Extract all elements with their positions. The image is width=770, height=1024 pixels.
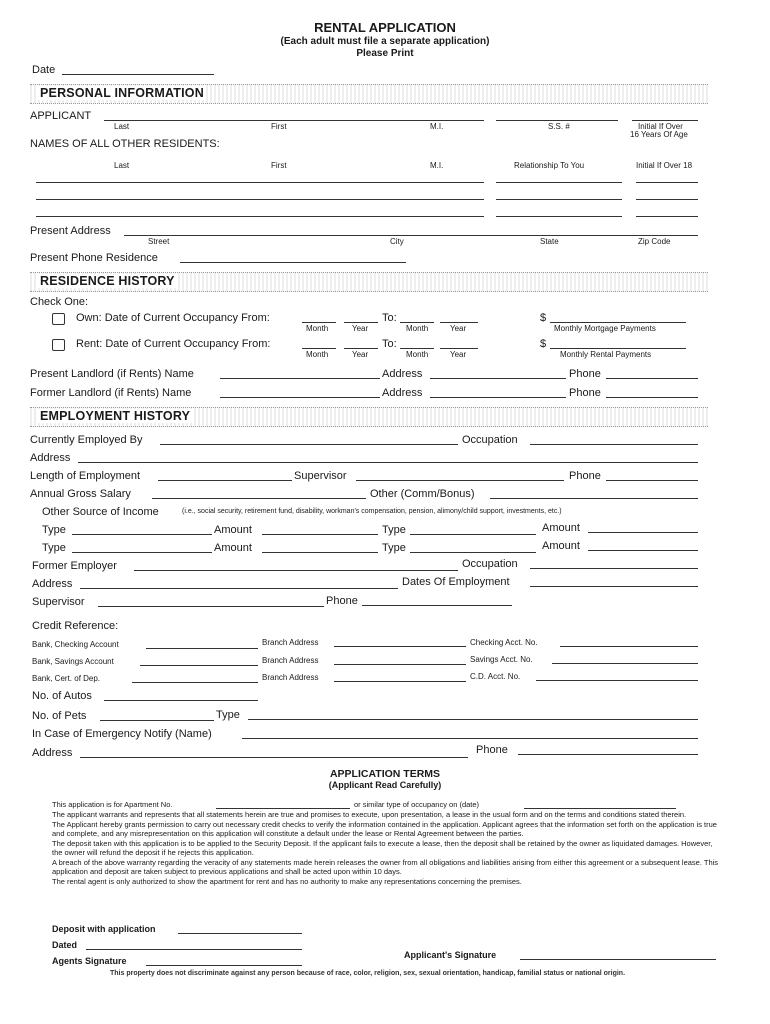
- amount-label-1: Amount: [214, 524, 252, 536]
- type-label-3: Type: [42, 542, 66, 554]
- cd-no-label: C.D. Acct. No.: [470, 672, 521, 681]
- former-landlord-label: Former Landlord (if Rents) Name: [30, 387, 192, 399]
- present-phone-field[interactable]: [180, 262, 406, 263]
- other-comm-field[interactable]: [490, 498, 698, 499]
- occupation-label: Occupation: [462, 434, 518, 446]
- autos-field[interactable]: [104, 700, 258, 701]
- length-label: Length of Employment: [30, 470, 141, 482]
- type-field-4[interactable]: [410, 552, 536, 553]
- terms-deposit: The deposit taken with this application is to be applied to the Security Deposit. If the applicant fails to execute a lease, then the deposit shall be retained by the owner as liquidated damages. However, the owner will refund the deposit if he rejects this application.: [52, 838, 713, 857]
- year-caption: Year: [352, 324, 369, 333]
- own-from-month[interactable]: [302, 322, 336, 323]
- branch-field-2[interactable]: [334, 664, 466, 665]
- non-discrimination-footer: This property does not discriminate against any person because of race, color, religion, sex, sexual orientation, handicap, familial status or national origin.: [110, 970, 626, 977]
- month-caption-2: Month: [406, 324, 429, 333]
- month-caption: Month: [306, 324, 329, 333]
- own-to-year[interactable]: [440, 322, 478, 323]
- own-to-month[interactable]: [400, 322, 434, 323]
- employer-phone-field[interactable]: [606, 480, 698, 481]
- initial-field[interactable]: [632, 120, 698, 121]
- dates-employment-label: Dates Of Employment: [402, 576, 510, 588]
- present-phone-label: Present Phone Residence: [30, 252, 158, 264]
- employed-by-field[interactable]: [160, 444, 458, 445]
- former-landlord-address-field[interactable]: [430, 397, 566, 398]
- branch-label-3: Branch Address: [262, 673, 319, 682]
- employed-by-label: Currently Employed By: [30, 434, 143, 446]
- emergency-phone-field[interactable]: [518, 754, 698, 755]
- supervisor-label: Supervisor: [294, 470, 347, 482]
- year-caption-3: Year: [352, 350, 369, 359]
- amount-label-3: Amount: [214, 542, 252, 554]
- resident-row-3[interactable]: [36, 216, 484, 217]
- own-to-label: To:: [382, 312, 397, 324]
- terms-heading: APPLICATION TERMS: [329, 768, 441, 780]
- terms-body: [52, 810, 722, 886]
- residence-band: [30, 272, 708, 292]
- date-label: Date: [32, 64, 56, 76]
- city-caption: City: [390, 237, 404, 246]
- present-address-field[interactable]: [124, 235, 698, 236]
- rent-label: Rent: Date of Current Occupancy From:: [76, 338, 271, 350]
- emergency-phone-label: Phone: [476, 744, 508, 756]
- terms-breach: A breach of the above warranty regarding the veracity of any statements made herein releases the owner from all obligations and liabilities arising from either this agreement or a subsequent lease. This application and deposit are taken subject to previous applications and shall be acted upon within 10 days.: [52, 857, 719, 876]
- amount-field-1[interactable]: [262, 534, 378, 535]
- resident-rel-3[interactable]: [496, 216, 622, 217]
- present-landlord-address-label: Address: [382, 368, 423, 380]
- former-supervisor-label: Supervisor: [32, 596, 85, 608]
- amount-label-2: Amount: [542, 522, 580, 534]
- applicant-signature-label: Applicant's Signature: [404, 950, 497, 960]
- last-caption-2: Last: [114, 161, 130, 170]
- resident-init-2[interactable]: [636, 199, 698, 200]
- rent-to-year[interactable]: [440, 348, 478, 349]
- savings-no-label: Savings Acct. No.: [470, 655, 533, 664]
- terms-agent: The rental agent is only authorized to show the apartment for rent and has no authority to make any representations concerning the premises.: [52, 876, 522, 886]
- branch-label-2: Branch Address: [262, 656, 319, 665]
- former-occupation-field[interactable]: [530, 568, 698, 569]
- present-landlord-label: Present Landlord (if Rents) Name: [30, 368, 194, 380]
- rent-checkbox[interactable]: [52, 339, 65, 351]
- present-landlord-address-field[interactable]: [430, 378, 566, 379]
- pets-field[interactable]: [100, 720, 214, 721]
- branch-field-3[interactable]: [334, 681, 466, 682]
- mortgage-caption: Monthly Mortgage Payments: [554, 324, 656, 333]
- apartment-no-field[interactable]: [216, 808, 350, 809]
- last-caption: Last: [114, 122, 130, 131]
- rental-caption: Monthly Rental Payments: [560, 350, 652, 359]
- own-from-year[interactable]: [344, 322, 378, 323]
- former-supervisor-field[interactable]: [98, 606, 324, 607]
- former-occupation-label: Occupation: [462, 558, 518, 570]
- check-one-label: Check One:: [30, 296, 89, 308]
- agent-signature-label: Agents Signature: [52, 956, 127, 966]
- former-landlord-address-label: Address: [382, 387, 423, 399]
- occupation-field[interactable]: [530, 444, 698, 445]
- salary-field[interactable]: [152, 498, 366, 499]
- resident-row-1[interactable]: [36, 182, 484, 183]
- checking-no-field[interactable]: [560, 646, 698, 647]
- personal-info-band: [30, 84, 708, 104]
- date-field[interactable]: [62, 74, 214, 75]
- dated-field[interactable]: [86, 949, 302, 950]
- other-residents-label: NAMES OF ALL OTHER RESIDENTS:: [30, 138, 220, 150]
- ss-field[interactable]: [496, 120, 618, 121]
- resident-rel-2[interactable]: [496, 199, 622, 200]
- mi-caption-2: M.I.: [430, 161, 444, 170]
- employment-band: [30, 407, 708, 427]
- present-address-label: Present Address: [30, 225, 111, 237]
- amount-field-2[interactable]: [588, 532, 698, 533]
- type-label-2: Type: [382, 524, 406, 536]
- branch-label-1: Branch Address: [262, 638, 319, 647]
- mi-caption: M.I.: [430, 122, 444, 131]
- salary-label: Annual Gross Salary: [30, 488, 131, 500]
- length-field[interactable]: [158, 480, 292, 481]
- type-label-4: Type: [382, 542, 406, 554]
- state-caption: State: [540, 237, 559, 246]
- own-checkbox[interactable]: [52, 313, 65, 325]
- branch-field-1[interactable]: [334, 646, 466, 647]
- supervisor-field[interactable]: [356, 480, 564, 481]
- checking-field[interactable]: [146, 648, 258, 649]
- present-landlord-field[interactable]: [220, 378, 380, 379]
- checking-no-label: Checking Acct. No.: [470, 638, 538, 647]
- former-landlord-field[interactable]: [220, 397, 380, 398]
- dollar-sign-2: $: [540, 338, 547, 350]
- applicant-label: APPLICANT: [30, 110, 92, 122]
- former-address-label: Address: [32, 578, 73, 590]
- terms-apartment-text: [52, 800, 172, 809]
- dollar-sign: $: [540, 312, 547, 324]
- pet-type-label: Type: [216, 709, 240, 721]
- resident-rel-1[interactable]: [496, 182, 622, 183]
- dates-employment-field[interactable]: [530, 586, 698, 587]
- other-income-label: Other Source of Income: [42, 506, 159, 518]
- savings-field[interactable]: [140, 665, 258, 666]
- cert-field[interactable]: [132, 682, 258, 683]
- savings-no-field[interactable]: [552, 663, 698, 664]
- present-landlord-phone-field[interactable]: [606, 378, 698, 379]
- deposit-label: Deposit with application: [52, 924, 156, 934]
- deposit-field[interactable]: [178, 933, 302, 934]
- rent-from-year[interactable]: [344, 348, 378, 349]
- terms-credit-check: The Applicant hereby grants permission to carry out necessary credit checks to verify the information contained in the application. Applicant agrees that the information set forth on the application is true and complete, and any misrepresentation on this application will constitute a default under the lease or Rental Agreement between the parties.: [52, 819, 717, 838]
- agent-signature-field[interactable]: [146, 965, 302, 966]
- employer-address-field[interactable]: [78, 462, 698, 463]
- apartment-label: This application is for Apartment No.: [52, 800, 173, 809]
- former-phone-label: Phone: [326, 595, 358, 607]
- employer-address-label: Address: [30, 452, 71, 464]
- occupancy-date-label: or similar type of occupancy on (date): [354, 800, 480, 809]
- type-field-2[interactable]: [410, 534, 536, 535]
- initial-over-caption: Initial If Over: [638, 122, 683, 131]
- cert-label: Bank, Cert. of Dep.: [32, 674, 101, 683]
- dated-label: Dated: [52, 940, 78, 950]
- rent-to-month[interactable]: [400, 348, 434, 349]
- former-address-field[interactable]: [80, 588, 398, 589]
- please-print: Please Print: [356, 48, 414, 59]
- personal-info-heading: PERSONAL INFORMATION: [40, 86, 204, 100]
- credit-reference-label: Credit Reference:: [32, 620, 119, 632]
- savings-label: Bank, Savings Account: [32, 657, 114, 666]
- own-label: Own: Date of Current Occupancy From:: [76, 312, 270, 324]
- former-landlord-phone-label: Phone: [569, 387, 601, 399]
- mortgage-field[interactable]: [550, 322, 686, 323]
- emergency-address-field[interactable]: [80, 757, 468, 758]
- relationship-caption: Relationship To You: [514, 161, 585, 170]
- amount-field-4[interactable]: [588, 550, 698, 551]
- amount-field-3[interactable]: [262, 552, 378, 553]
- form-title: RENTAL APPLICATION: [314, 20, 456, 35]
- resident-init-3[interactable]: [636, 216, 698, 217]
- applicant-signature-field[interactable]: [520, 959, 716, 960]
- resident-init-1[interactable]: [636, 182, 698, 183]
- month-caption-4: Month: [406, 350, 429, 359]
- present-landlord-phone-label: Phone: [569, 368, 601, 380]
- checking-label: Bank, Checking Account: [32, 640, 119, 649]
- amount-label-4: Amount: [542, 540, 580, 552]
- pets-label: No. of Pets: [32, 710, 87, 722]
- type-field-1[interactable]: [72, 534, 212, 535]
- type-field-3[interactable]: [72, 552, 212, 553]
- employment-heading: EMPLOYMENT HISTORY: [40, 409, 191, 423]
- residence-heading: RESIDENCE HISTORY: [40, 274, 175, 288]
- other-comm-label: Other (Comm/Bonus): [370, 488, 475, 500]
- other-income-note: (i.e., social security, retirement fund, disability, workman's compensation, pension, alimony/child support, investments, etc.): [182, 508, 562, 515]
- former-landlord-phone-field[interactable]: [606, 397, 698, 398]
- rental-field[interactable]: [550, 348, 686, 349]
- month-caption-3: Month: [306, 350, 329, 359]
- autos-label: No. of Autos: [32, 690, 92, 702]
- cd-no-field[interactable]: [536, 680, 698, 681]
- street-caption: Street: [148, 237, 170, 246]
- type-label-1: Type: [42, 524, 66, 536]
- year-caption-2: Year: [450, 324, 467, 333]
- rent-from-month[interactable]: [302, 348, 336, 349]
- employer-phone-label: Phone: [569, 470, 601, 482]
- initial-18-caption: Initial If Over 18: [636, 161, 693, 170]
- emergency-field[interactable]: [242, 738, 698, 739]
- former-employer-field[interactable]: [134, 570, 458, 571]
- rent-to-label: To:: [382, 338, 397, 350]
- year-caption-4: Year: [450, 350, 467, 359]
- terms-warrant: The applicant warrants and represents that all statements herein are true and promises to execute, upon presentation, a lease in the usual form and on the terms and conditions stated therein.: [52, 810, 687, 819]
- resident-row-2[interactable]: [36, 199, 484, 200]
- former-phone-field[interactable]: [362, 605, 512, 606]
- first-caption: First: [271, 122, 287, 131]
- terms-subheading: (Applicant Read Carefully): [328, 780, 442, 790]
- ss-caption: S.S. #: [548, 122, 570, 131]
- pet-type-field[interactable]: [248, 719, 698, 720]
- first-caption-2: First: [271, 161, 287, 170]
- emergency-address-label: Address: [32, 747, 73, 759]
- initial-over-caption-2: 16 Years Of Age: [630, 130, 688, 139]
- zip-caption: Zip Code: [638, 237, 671, 246]
- applicant-name-field[interactable]: [104, 120, 484, 121]
- emergency-label: In Case of Emergency Notify (Name): [32, 728, 212, 740]
- former-employer-label: Former Employer: [32, 560, 117, 572]
- occupancy-date-field[interactable]: [524, 808, 676, 809]
- form-subtitle: (Each adult must file a separate application): [280, 36, 490, 47]
